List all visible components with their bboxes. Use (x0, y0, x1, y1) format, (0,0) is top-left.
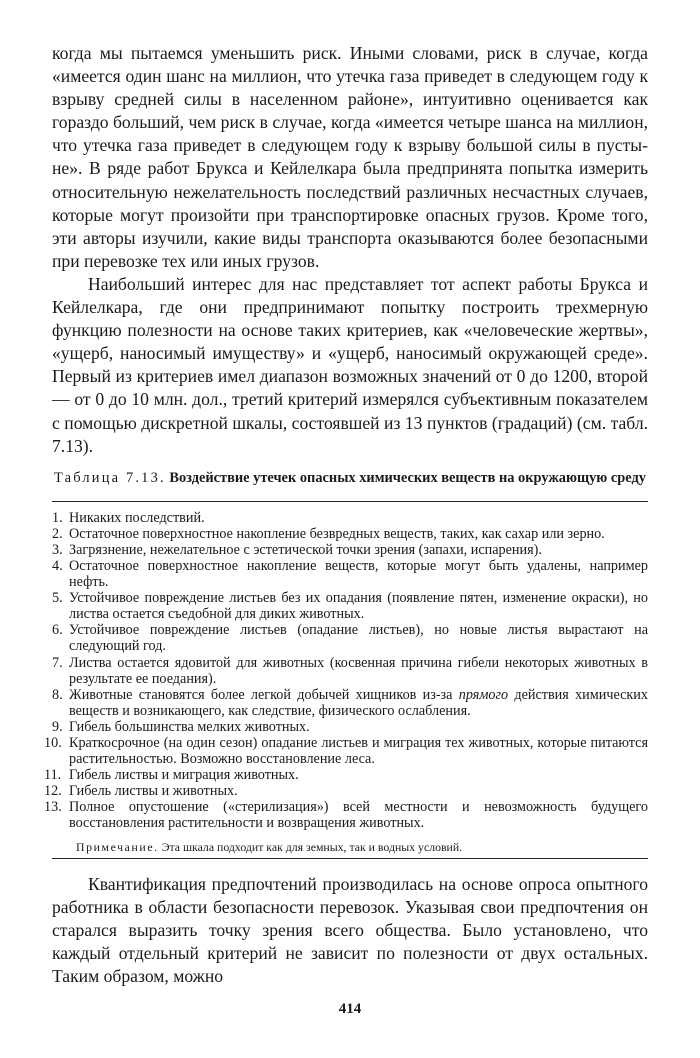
item-text: Краткосрочное (на один сезон) опадание листьев и миграция тех животных, которые питаются растительностью. Возможно восстановление леса. (69, 735, 648, 768)
paragraph-text: Квантификация предпочтений производилась на основе опроса опытного работника в области безопасности перевозок. Указывая свои предпочтения он старался выразить точку зрения всего общества. Было установлено, что каждый отдельный критерий не зависит по полезности от двух остальных. Таким образом, можно (52, 873, 648, 986)
item-text: Остаточное поверхностное накопление безвредных веществ, таких, как сахар или зерно. (69, 525, 605, 542)
paragraph-text: когда мы пытаемся уменьшить риск. Иными словами, риск в случае, когда «имеется один шанс на миллион, что утечка газа приведет в следующем году к взрыву средней силы в населенном районе», интуитивно оценивается как гораздо больший, чем риск в случае, когда «имеется четыре шанса на миллион, что утечка газа приведет в следующем году к взрыву большой силы в пустыне». В ряде работ Брукса и Кейлелкара была предпринята попытка измерить относительную нежелательность последствий различных несчастных случаев, которые могут произойти при транспортировке опасных грузов. Кроме того, эти авторы изучили, какие виды транспорта оказываются более безопасными при перевозке тех или иных грузов. (52, 43, 649, 271)
table-label: Таблица 7.13. (54, 469, 166, 486)
item-number: 4. (52, 557, 63, 574)
item-number: 13. (44, 799, 62, 816)
item-number: 11. (44, 767, 62, 784)
list-item (52, 510, 648, 526)
list-item (52, 542, 648, 558)
page-body (44, 42, 649, 988)
list-item (44, 783, 648, 800)
item-number: 6. (52, 622, 63, 639)
table-caption (52, 470, 648, 487)
table-bottom-rule (52, 858, 648, 859)
paragraph-quantification (52, 873, 648, 988)
item-text: Загрязнение, нежелательное с эстетической точки зрения (запахи, испарения). (69, 541, 542, 558)
list-item (52, 655, 648, 687)
item-number: 8. (52, 686, 63, 703)
table-top-rule (52, 501, 648, 502)
paragraph-text: Наибольший интерес для нас представляет тот аспект работы Брукса и Кейлелкара, где они предпринимают попытку построить трехмерную функцию полезности на основе таких критериев, как «человеческие жертвы», «ущерб, наносимый имуществу» и «ущерб, наносимый окружающей среде». Первый из критериев имел диапазон возможных значений от 0 до 1200, второй — от 0 до 10 млн. дол., третий критерий измерялся субъективным показателем с помощью дискретной шкалы, состоявшей из 13 пунктов (градаций) (см. табл. 7.13). (52, 273, 648, 456)
paragraph-brooks-kalelkar (52, 273, 648, 458)
item-text-before: Животные становятся более легкой добычей хищников из-за (69, 686, 459, 703)
item-number: 9. (52, 718, 63, 735)
list-item (44, 735, 648, 768)
scale-list (44, 509, 648, 832)
list-item (52, 687, 648, 719)
list-item (52, 719, 648, 735)
list-item (52, 558, 648, 590)
item-number: 7. (52, 654, 63, 671)
item-text-after: действия химических веществ и возникающего, как следствие, физического ослабления. (69, 686, 648, 719)
item-text: Гибель большинства мелких животных. (69, 718, 310, 735)
item-text: Устойчивое повреждение листьев без их опадания (появление пятен, изменение окраски), но листва остается съедобной для диких животных. (69, 590, 648, 623)
note-label: Примечание. (76, 839, 159, 854)
item-text: Остаточное поверхностное накопление веществ, которые могут быть удалены, например нефть. (69, 557, 648, 591)
item-text: Устойчивое повреждение листьев (опадание листьев), но новые листья вырастают на следующий год. (69, 622, 648, 655)
list-item (52, 590, 648, 622)
item-number: 5. (52, 590, 63, 607)
table-note (52, 840, 648, 854)
item-number: 2. (52, 525, 63, 542)
item-text: Полное опустошение («стерилизация») всей местности и невозможность будущего восстановления растительности и возвращения животных. (69, 799, 648, 832)
item-number: 1. (52, 509, 63, 526)
item-number: 3. (52, 541, 63, 558)
item-text: Гибель листвы и миграция животных. (69, 767, 299, 784)
table-title: Воздействие утечек опасных химических веществ на окружающую среду (169, 469, 646, 486)
note-text: Эта шкала подходит как для земных, так и водных условий. (161, 839, 463, 854)
list-item (52, 526, 648, 542)
item-text: Никаких последствий. (69, 509, 205, 526)
paragraph-risk (52, 42, 648, 273)
page-number: 414 (338, 1001, 362, 1017)
list-item (44, 767, 648, 784)
item-number: 10. (44, 735, 62, 751)
list-item (44, 799, 648, 832)
item-text: Гибель листвы и животных. (69, 783, 238, 800)
list-item (52, 622, 648, 654)
item-number: 12. (44, 783, 62, 800)
item-text: Листва остается ядовитой для животных (косвенная причина гибели некоторых животных в результате ее поедания). (69, 654, 648, 687)
item-text-emphasis: прямого (458, 686, 509, 703)
